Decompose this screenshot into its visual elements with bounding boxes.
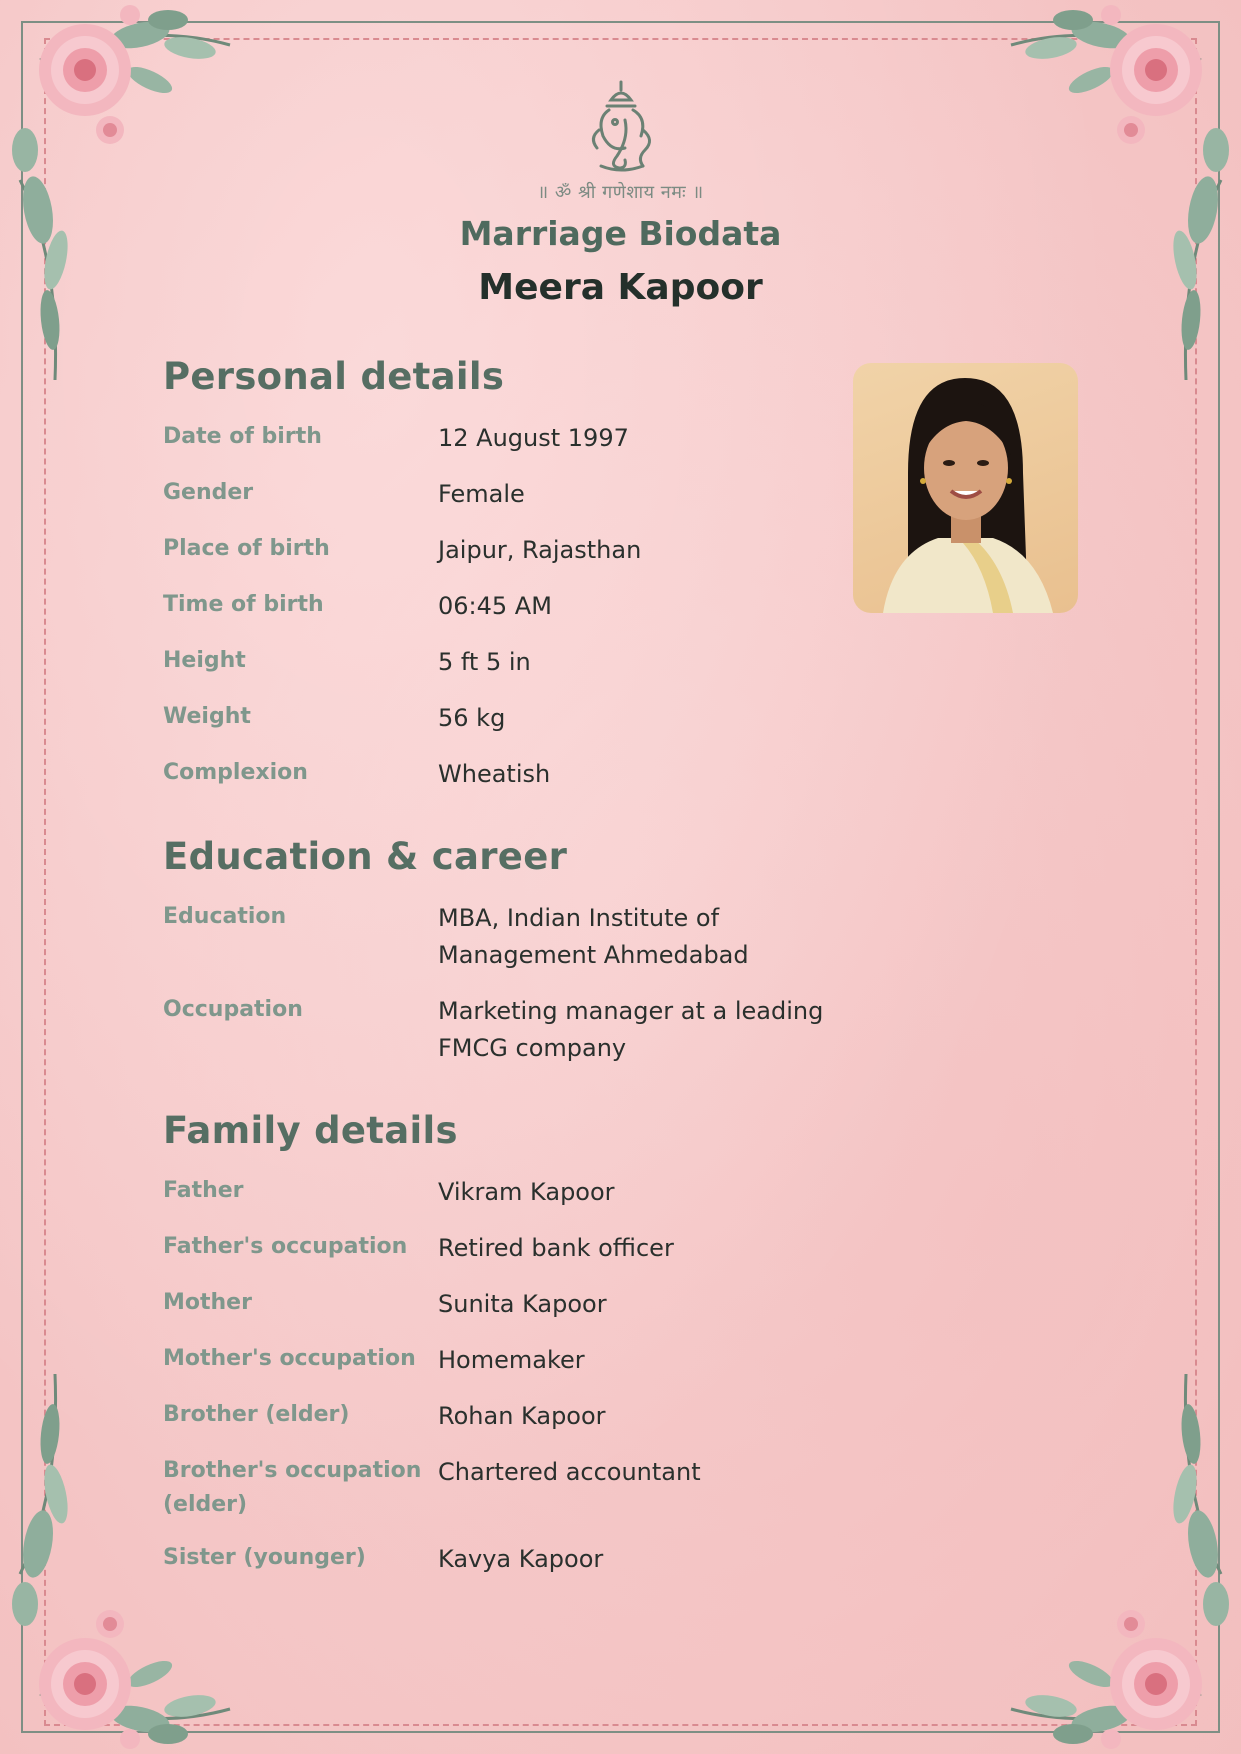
detail-label: Complexion <box>163 760 308 785</box>
detail-row <box>163 1541 863 1578</box>
detail-row <box>163 756 863 793</box>
family-details-list <box>163 1174 863 1578</box>
family-details-section <box>163 1109 863 1578</box>
detail-row <box>163 993 863 1067</box>
header <box>0 78 1241 308</box>
detail-value: Chartered accountant <box>438 1458 701 1486</box>
detail-label: Occupation <box>163 997 303 1022</box>
personal-details-section <box>163 355 863 793</box>
detail-row <box>163 1454 863 1522</box>
detail-row <box>163 420 863 457</box>
detail-label: Brother (elder) <box>163 1402 350 1427</box>
profile-photo <box>853 363 1078 613</box>
invocation-text: ॥ ॐ श्री गणेशाय नमः ॥ <box>537 182 704 203</box>
detail-row <box>163 900 863 974</box>
person-name: Meera Kapoor <box>478 267 763 308</box>
detail-row <box>163 476 863 513</box>
detail-value: Marketing manager at a leading FMCG company <box>438 997 824 1062</box>
floral-corner-icon <box>981 1334 1241 1754</box>
detail-value: 5 ft 5 in <box>438 648 531 676</box>
ganesha-icon <box>581 78 661 174</box>
detail-label: Father <box>163 1178 244 1203</box>
detail-value: Rohan Kapoor <box>438 1402 606 1430</box>
personal-details-list <box>163 420 863 793</box>
detail-value: 12 August 1997 <box>438 424 629 452</box>
detail-value: MBA, Indian Institute of Management Ahmedabad <box>438 904 749 969</box>
section-title: Family details <box>163 1109 458 1152</box>
section-title: Education & career <box>163 835 568 878</box>
detail-value: Jaipur, Rajasthan <box>438 536 642 564</box>
detail-row <box>163 1342 863 1379</box>
detail-value: Retired bank officer <box>438 1234 674 1262</box>
detail-label: Weight <box>163 704 251 729</box>
detail-label: Height <box>163 648 246 673</box>
detail-row <box>163 700 863 737</box>
detail-label: Father's occupation <box>163 1234 408 1259</box>
detail-label: Sister (younger) <box>163 1545 366 1570</box>
detail-label: Mother's occupation <box>163 1346 416 1371</box>
detail-label: Mother <box>163 1290 252 1315</box>
detail-label: Gender <box>163 480 254 505</box>
detail-value: Kavya Kapoor <box>438 1545 604 1573</box>
biodata-content <box>163 355 863 1620</box>
detail-row <box>163 1174 863 1211</box>
detail-row <box>163 588 863 625</box>
detail-value: Wheatish <box>438 760 551 788</box>
detail-label: Time of birth <box>163 592 324 617</box>
education-career-section <box>163 835 863 1067</box>
detail-row <box>163 1230 863 1267</box>
detail-label: Education <box>163 904 287 929</box>
section-title: Personal details <box>163 355 505 398</box>
detail-row <box>163 532 863 569</box>
detail-value: Homemaker <box>438 1346 585 1374</box>
document-title: Marriage Biodata <box>459 214 782 253</box>
detail-label: Date of birth <box>163 424 322 449</box>
detail-value: Sunita Kapoor <box>438 1290 607 1318</box>
detail-value: 06:45 AM <box>438 592 552 620</box>
detail-row <box>163 644 863 681</box>
detail-value: Female <box>438 480 525 508</box>
detail-value: 56 kg <box>438 704 506 732</box>
detail-row <box>163 1398 863 1435</box>
detail-value: Vikram Kapoor <box>438 1178 615 1206</box>
detail-label: Place of birth <box>163 536 330 561</box>
education-details-list <box>163 900 863 1067</box>
detail-row <box>163 1286 863 1323</box>
detail-label: Brother's occupation (elder) <box>163 1458 422 1517</box>
